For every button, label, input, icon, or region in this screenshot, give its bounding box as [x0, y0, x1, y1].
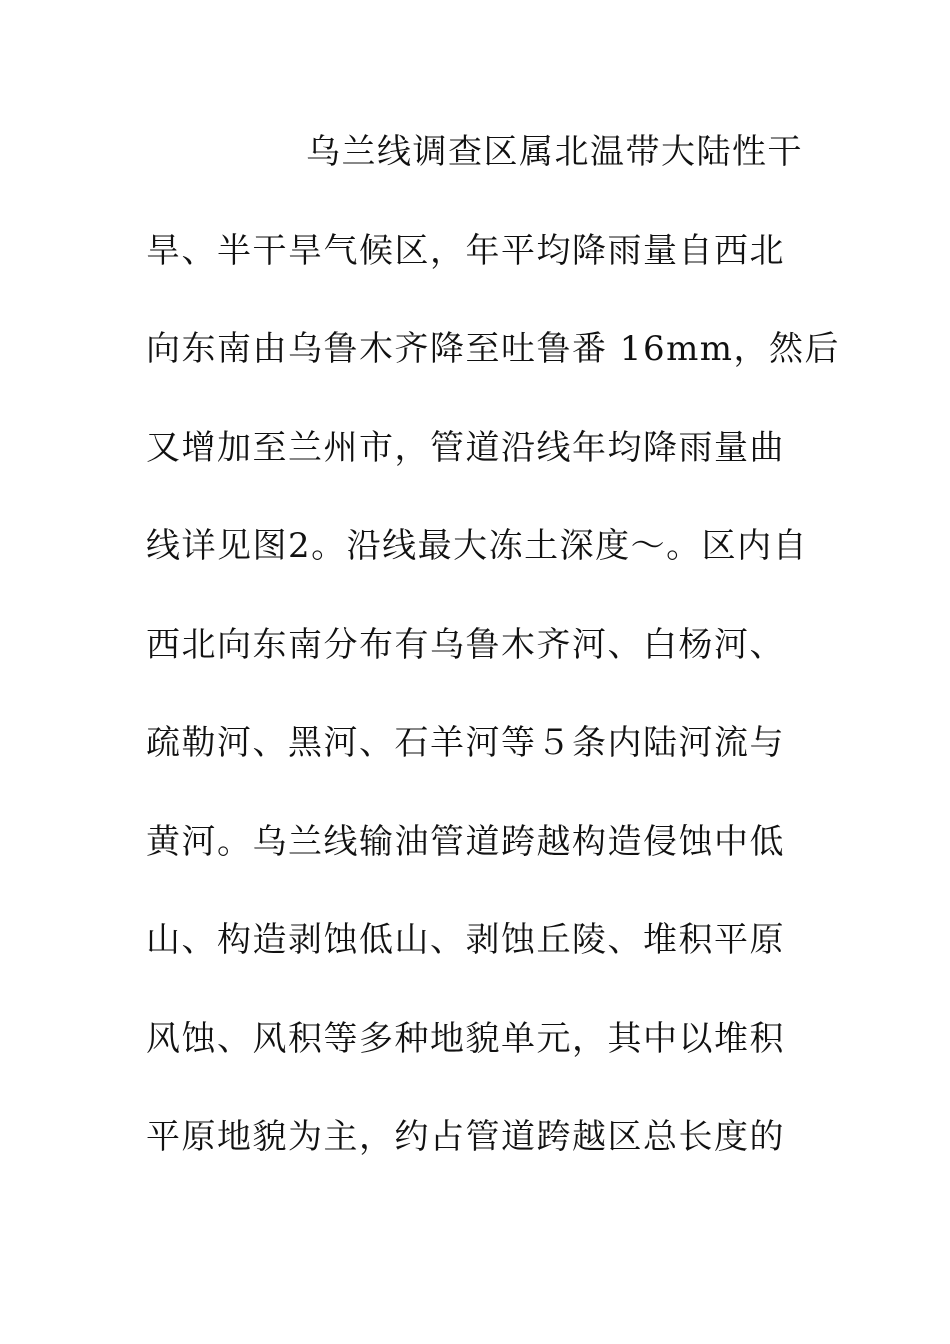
paragraph-line: 乌兰线调查区属北温带大陆性干: [306, 132, 803, 172]
paragraph-line: 向东南由乌鲁木齐降至吐鲁番 16mm，然后: [146, 329, 841, 369]
paragraph-line: 平原地貌为主，约占管道跨越区总长度的: [146, 1117, 785, 1157]
paragraph-line: 旱、半干旱气候区，年平均降雨量自西北: [146, 230, 785, 271]
paragraph-line: 又增加至兰州市，管道沿线年均降雨量曲: [146, 427, 785, 468]
paragraph-line: 风蚀、风积等多种地貌单元，其中以堆积: [146, 1018, 785, 1059]
paragraph-line: 山、构造剥蚀低山、剥蚀丘陵、堆积平原: [146, 920, 785, 960]
paragraph-line: 线详见图2。沿线最大冻土深度～。区内自: [146, 526, 809, 566]
paragraph-line: 西北向东南分布有乌鲁木齐河、白杨河、: [146, 624, 785, 665]
paragraph-line: 黄河。乌兰线输油管道跨越构造侵蚀中低: [146, 821, 785, 862]
body-paragraph: [146, 122, 841, 1206]
paragraph-line: 疏勒河、黑河、石羊河等５条内陆河流与: [146, 723, 785, 763]
